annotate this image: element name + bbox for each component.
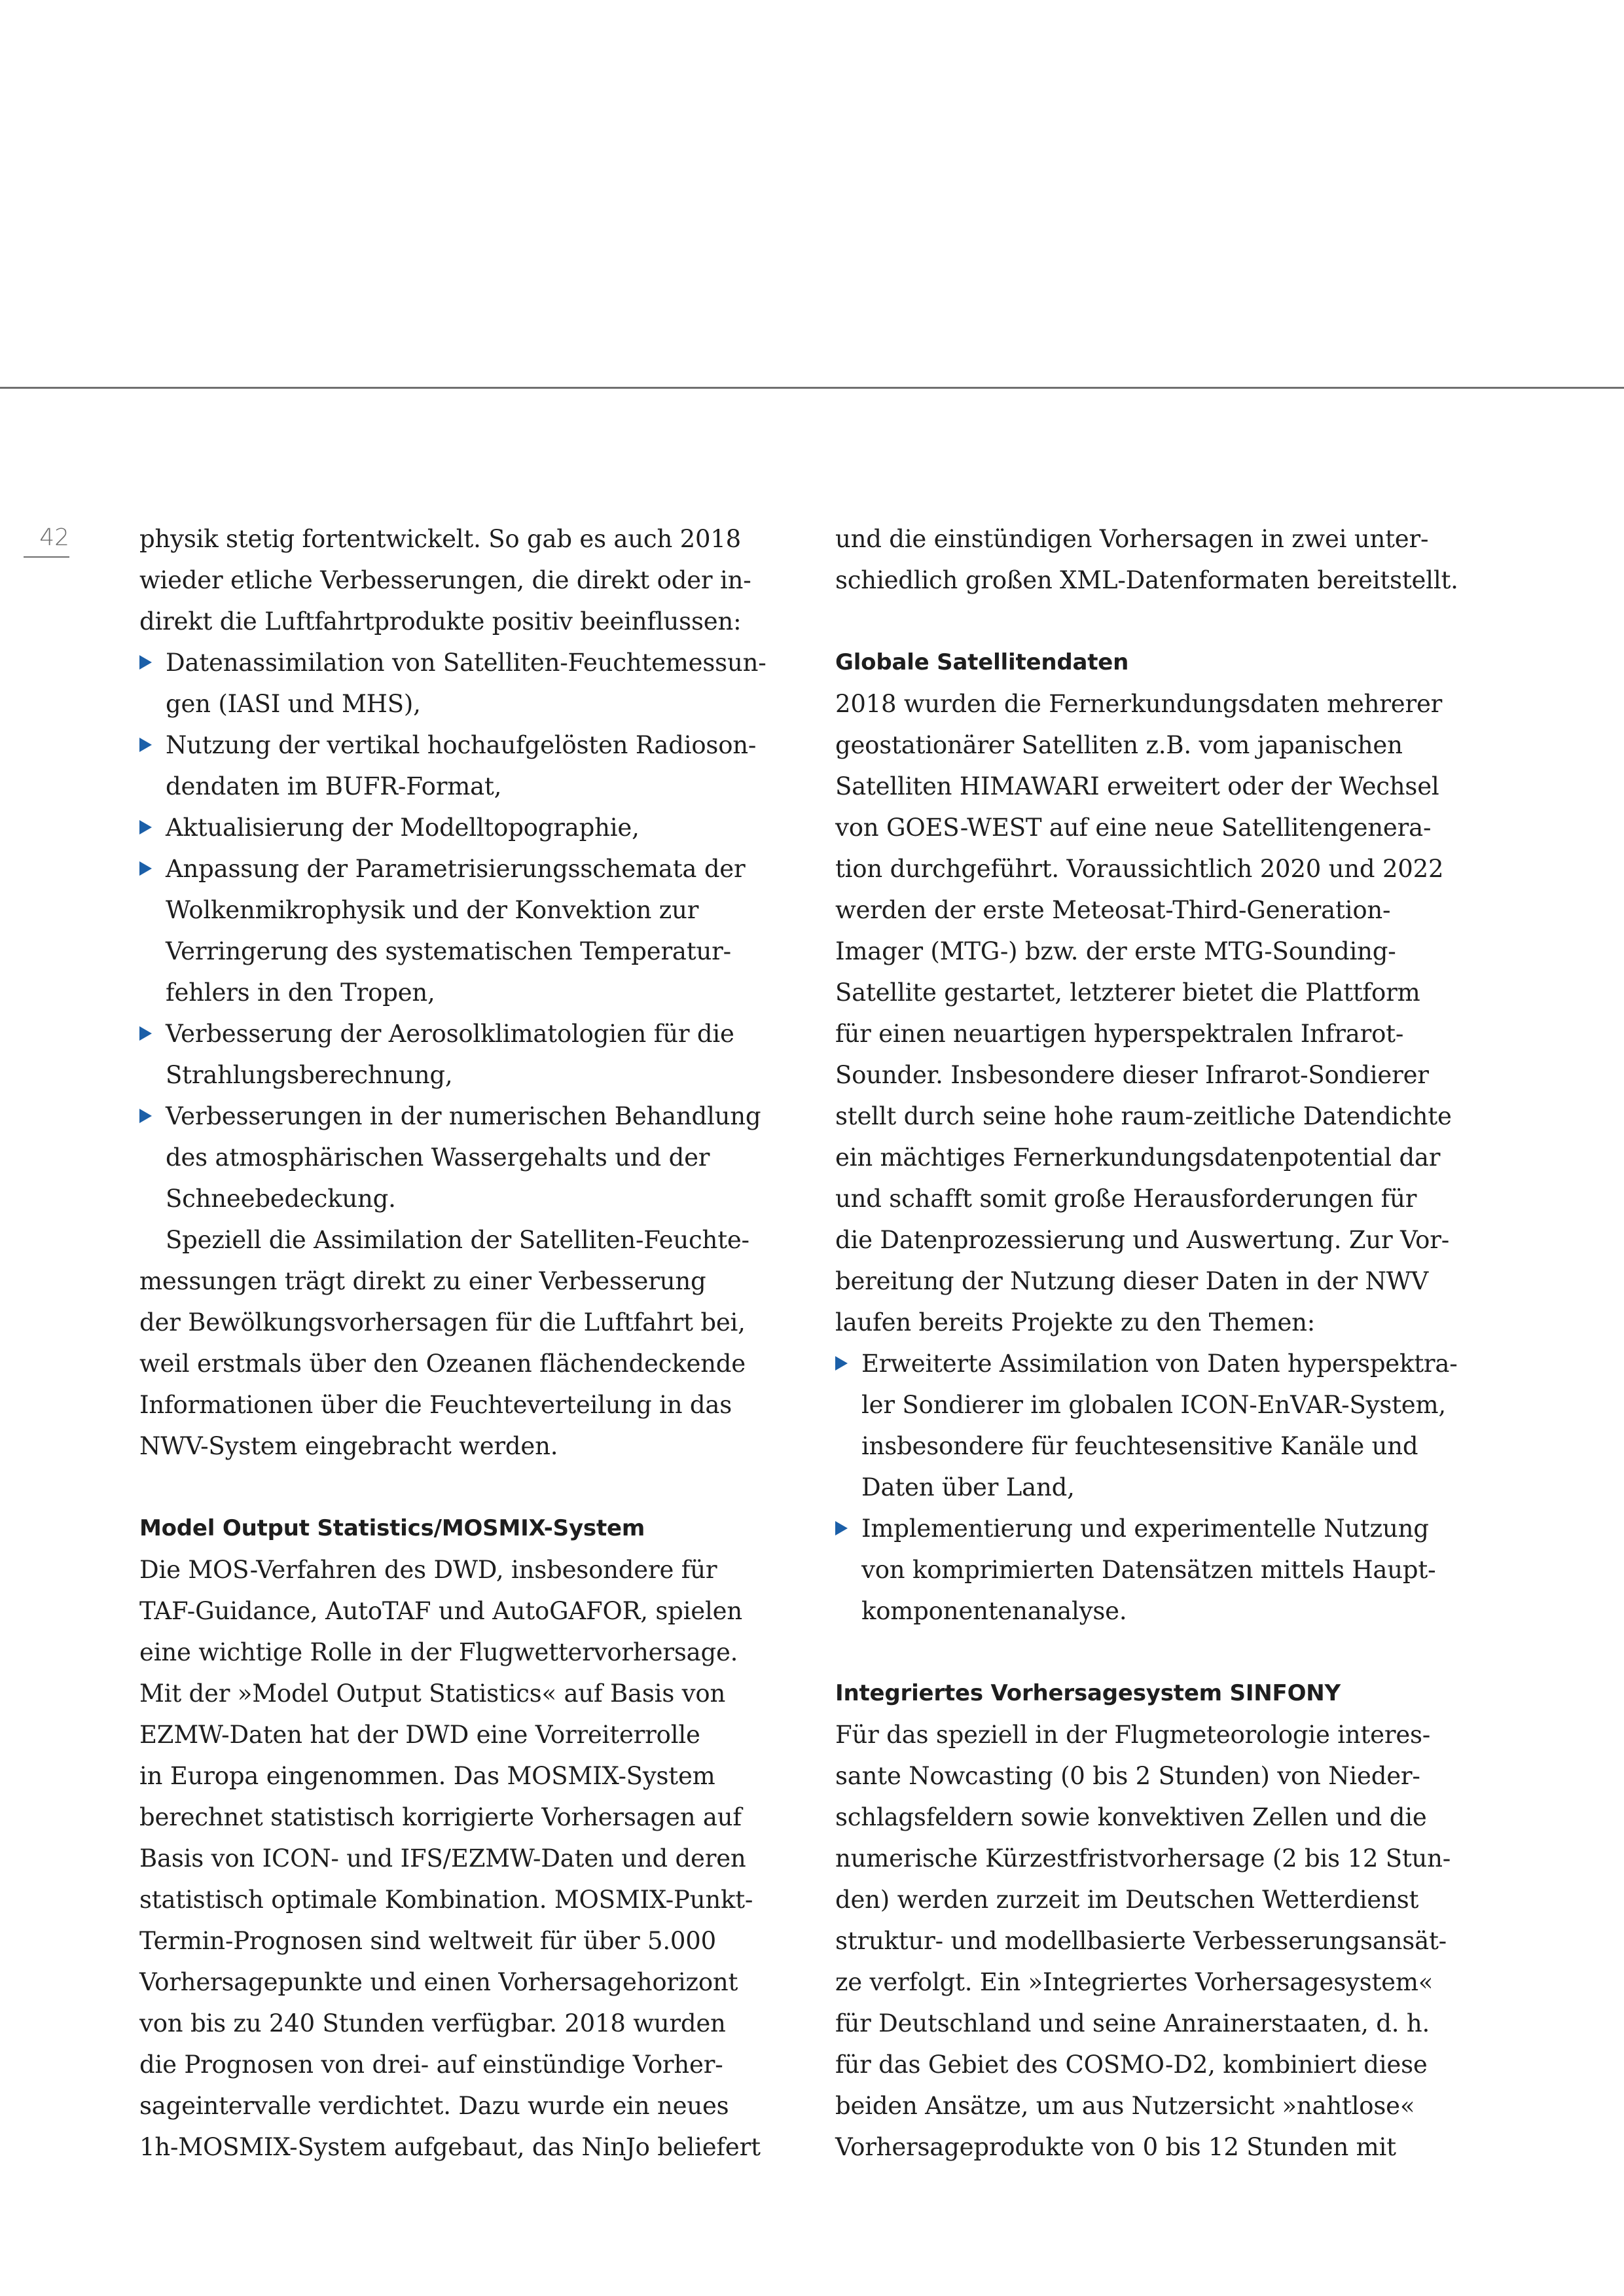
text-line: Schneebedeckung. [166, 1185, 396, 1213]
text-line: komponentenanalyse. [861, 1597, 1127, 1625]
text-line: direkt die Luftfahrtprodukte positiv beeinflussen: [139, 607, 742, 636]
mosmix-paragraph [139, 1549, 799, 2168]
section-heading-sinfony: Integriertes Vorhersagesystem SINFONY [835, 1680, 1341, 1706]
text-line: numerische Kürzestfristvorhersage (2 bis 12 Stun- [835, 1844, 1451, 1873]
list-item [139, 807, 799, 848]
text-line: bereitung der Nutzung dieser Daten in der NWV [835, 1267, 1429, 1295]
text-line: laufen bereits Projekte zu den Themen: [835, 1308, 1316, 1336]
page-number: 42 [39, 524, 69, 551]
text-line: dendaten im BUFR-Format, [166, 772, 502, 800]
text-line: Strahlungsberechnung, [166, 1061, 453, 1089]
intro-paragraph [139, 518, 799, 642]
text-line: von GOES-WEST auf eine neue Satellitengenera- [835, 814, 1432, 842]
text-line: gen (IASI und MHS), [166, 690, 421, 718]
text-line: 1h-MOSMIX-System aufgebaut, das NinJo beliefert [139, 2133, 761, 2161]
text-line: Anpassung der Parametrisierungsschemata der [166, 855, 746, 883]
text-line: 2018 wurden die Fernerkundungsdaten mehrerer [835, 690, 1443, 718]
text-line: TAF-Guidance, AutoTAF und AutoGAFOR, spielen [139, 1597, 742, 1625]
section-heading-satellite: Globale Satellitendaten [835, 649, 1129, 675]
text-line: Die MOS-Verfahren des DWD, insbesondere für [139, 1556, 717, 1584]
text-line: ler Sondierer im globalen ICON-EnVAR-System, [861, 1391, 1446, 1419]
text-line: ein mächtiges Fernerkundungsdatenpotential dar [835, 1143, 1441, 1172]
text-line: schlagsfeldern sowie konvektiven Zellen und die [835, 1803, 1427, 1831]
text-line: Satellite gestartet, letzterer bietet die Plattform [835, 978, 1420, 1007]
text-line: Für das speziell in der Flugmeteorologie interes- [835, 1721, 1431, 1749]
text-line: der Bewölkungsvorhersagen für die Luftfahrt bei, [139, 1308, 746, 1336]
text-line: für das Gebiet des COSMO-D2, kombiniert diese [835, 2051, 1428, 2079]
text-line: Nutzung der vertikal hochaufgelösten Radioson- [166, 731, 757, 759]
text-line: von komprimierten Datensätzen mittels Haupt- [861, 1556, 1436, 1584]
text-line: physik stetig fortentwickelt. So gab es auch 2018 [139, 525, 741, 553]
text-line: Aktualisierung der Modelltopographie, [166, 814, 640, 842]
continuation-paragraph [835, 518, 1495, 601]
text-line: ze verfolgt. Ein »Integriertes Vorhersagesystem« [835, 1968, 1434, 1996]
satellite-paragraph [835, 683, 1495, 1343]
improvements-list [139, 642, 799, 1219]
text-line: stellt durch seine hohe raum-zeitliche Datendichte [835, 1102, 1452, 1130]
list-item [835, 1343, 1495, 1508]
text-line: für einen neuartigen hyperspektralen Infrarot- [835, 1020, 1404, 1048]
text-line: insbesondere für feuchtesensitive Kanäle und [861, 1432, 1418, 1460]
text-line: geostationärer Satelliten z.B. vom japanischen [835, 731, 1403, 759]
text-line: Wolkenmikrophysik und der Konvektion zur [166, 896, 699, 924]
text-line: werden der erste Meteosat-Third-Generation- [835, 896, 1391, 924]
text-line: Speziell die Assimilation der Satelliten-Feuchte- [166, 1226, 749, 1254]
triangle-bullet-icon [139, 1026, 152, 1041]
text-line: den) werden zurzeit im Deutschen Wetterdienst [835, 1886, 1419, 1914]
text-line: des atmosphärischen Wassergehalts und der [166, 1143, 710, 1172]
text-line: tion durchgeführt. Voraussichtlich 2020 und 2022 [835, 855, 1444, 883]
list-item [139, 848, 799, 1013]
assimilation-paragraph [139, 1219, 799, 1467]
text-line: Sounder. Insbesondere dieser Infrarot-Sondierer [835, 1061, 1429, 1089]
text-line: Satelliten HIMAWARI erweitert oder der Wechsel [835, 772, 1439, 800]
text-line: die Prognosen von drei- auf einstündige Vorher- [139, 2051, 723, 2079]
text-line: beiden Ansätze, um aus Nutzersicht »nahtlose« [835, 2092, 1415, 2120]
section-heading-mosmix: Model Output Statistics/MOSMIX-System [139, 1515, 645, 1541]
right-column [835, 518, 1495, 2168]
text-line: Vorhersageprodukte von 0 bis 12 Stunden mit [835, 2133, 1396, 2161]
text-line: Implementierung und experimentelle Nutzung [861, 1515, 1429, 1543]
text-line: und schafft somit große Herausforderungen für [835, 1185, 1417, 1213]
text-line: in Europa eingenommen. Das MOSMIX-System [139, 1762, 715, 1790]
text-line: messungen trägt direkt zu einer Verbesserung [139, 1267, 706, 1295]
triangle-bullet-icon [139, 861, 152, 876]
text-line: struktur- und modellbasierte Verbesserungsansät- [835, 1927, 1447, 1955]
list-item [139, 725, 799, 807]
text-line: Imager (MTG-) bzw. der erste MTG-Sounding- [835, 937, 1396, 965]
text-line: Daten über Land, [861, 1473, 1075, 1501]
text-line: eine wichtige Rolle in der Flugwettervorhersage. [139, 1638, 738, 1666]
text-line: und die einstündigen Vorhersagen in zwei unter- [835, 525, 1429, 553]
text-line: berechnet statistisch korrigierte Vorhersagen auf [139, 1803, 742, 1831]
text-line: Erweiterte Assimilation von Daten hyperspektra- [861, 1350, 1458, 1378]
text-line: von bis zu 240 Stunden verfügbar. 2018 wurden [139, 2009, 726, 2037]
text-line: Datenassimilation von Satelliten-Feuchtemessun- [166, 649, 767, 677]
text-line: weil erstmals über den Ozeanen flächendeckende [139, 1350, 746, 1378]
triangle-bullet-icon [139, 738, 152, 752]
triangle-bullet-icon [139, 820, 152, 834]
triangle-bullet-icon [139, 655, 152, 670]
text-line: Informationen über die Feuchteverteilung in das [139, 1391, 732, 1419]
projects-list [835, 1343, 1495, 1632]
text-line: fehlers in den Tropen, [166, 978, 435, 1007]
text-line: die Datenprozessierung und Auswertung. Zur Vor- [835, 1226, 1450, 1254]
list-item [139, 1013, 799, 1096]
text-line: für Deutschland und seine Anrainerstaaten, d. h. [835, 2009, 1430, 2037]
text-line: schiedlich großen XML-Datenformaten bereitstellt. [835, 566, 1458, 594]
text-line: Verbesserung der Aerosolklimatologien für die [166, 1020, 734, 1048]
text-line: EZMW-Daten hat der DWD eine Vorreiterrolle [139, 1721, 700, 1749]
top-rule [0, 387, 1624, 389]
text-line: Termin-Prognosen sind weltweit für über 5.000 [139, 1927, 716, 1955]
text-line: NWV-System eingebracht werden. [139, 1432, 558, 1460]
text-line: Mit der »Model Output Statistics« auf Basis von [139, 1679, 726, 1708]
text-line: sante Nowcasting (0 bis 2 Stunden) von Nieder- [835, 1762, 1420, 1790]
text-line: Verbesserungen in der numerischen Behandlung [166, 1102, 761, 1130]
left-column [139, 518, 799, 2168]
text-line: Vorhersagepunkte und einen Vorhersagehorizont [139, 1968, 738, 1996]
text-line: sageintervalle verdichtet. Dazu wurde ein neues [139, 2092, 729, 2120]
text-line: Verringerung des systematischen Temperatur- [166, 937, 731, 965]
triangle-bullet-icon [835, 1356, 848, 1371]
triangle-bullet-icon [139, 1109, 152, 1123]
text-line: Basis von ICON- und IFS/EZMW-Daten und deren [139, 1844, 746, 1873]
text-line: wieder etliche Verbesserungen, die direkt oder in- [139, 566, 751, 594]
list-item [139, 1096, 799, 1219]
page-number-underline [24, 556, 69, 558]
list-item [139, 642, 799, 725]
text-line: statistisch optimale Kombination. MOSMIX-Punkt- [139, 1886, 753, 1914]
sinfony-paragraph [835, 1714, 1495, 2168]
list-item [835, 1508, 1495, 1632]
triangle-bullet-icon [835, 1521, 848, 1535]
